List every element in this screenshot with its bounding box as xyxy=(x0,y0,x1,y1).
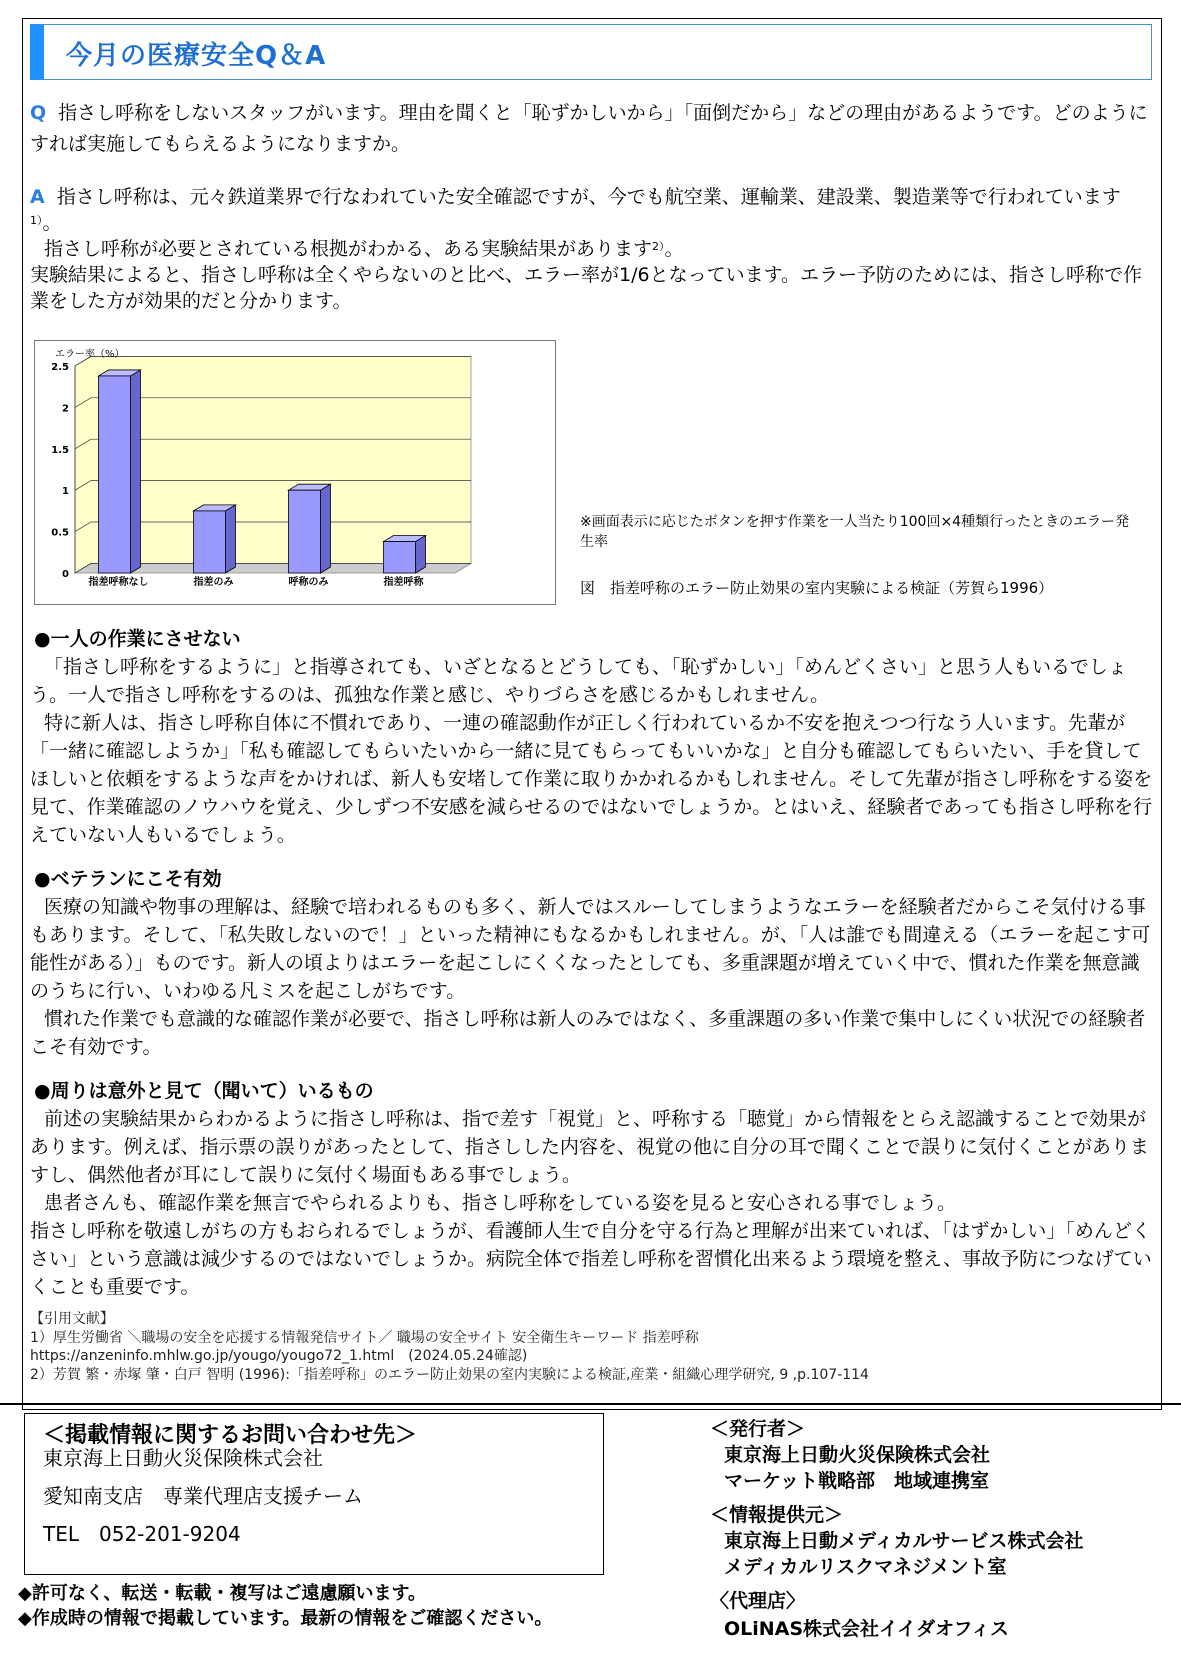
answer-para-2 xyxy=(30,236,1152,262)
bar-side xyxy=(321,484,331,573)
references xyxy=(30,1310,1150,1384)
x-tick-label: 指差のみ xyxy=(193,577,234,588)
bar xyxy=(194,511,226,573)
answer-text-2: 指さし呼称が必要とされている根拠がわかる、ある実験結果があります xyxy=(44,238,653,260)
y-tick-label: 2 xyxy=(62,403,69,415)
question-block xyxy=(30,98,1152,160)
section-1-paragraph: 「指さし呼称をするように」と指導されても、いざとなるとどうしても、「恥ずかしい」「めんどくさい」と思う人もいるでしょう。一人で指さし呼称をするのは、孤独な作業と感じ、やりづらさを感じるかもしれません。 xyxy=(30,656,1127,706)
section-heading-2: ●ベテランにこそ有効 xyxy=(34,868,222,890)
title-banner xyxy=(30,24,1152,80)
section-3-paragraph: 患者さんも、確認作業を無言でやられるよりも、指さし呼称をしている姿を見ると安心される事でしょう。 xyxy=(44,1192,957,1214)
answer-mark: A xyxy=(30,186,45,208)
answer-text-1-end: 。 xyxy=(42,212,62,234)
x-tick-label: 指差呼称なし xyxy=(88,577,149,588)
section-3-paragraph: 前述の実験結果からわかるように指さし呼称は、指で差す「視覚」と、呼称する「聴覚」から情報をとらえ認識することで効果があります。例えば、指示票の誤りがあったとして、指さしした内容を、視覚の他に自分の耳で聞くことで誤りに気付くことがありますし、偶然他者が耳にして誤りに気付く場面もある事でしょう。 xyxy=(30,1108,1149,1186)
x-tick-label: 指差呼称 xyxy=(383,577,424,588)
answer-para-1 xyxy=(30,184,1152,236)
bar-side xyxy=(131,370,141,573)
question-text: 指さし呼称をしないスタッフがいます。理由を聞くと「恥ずかしいから」「面倒だから」などの理由があるようです。どのようにすれば実施してもらえるようになりますか。 xyxy=(30,102,1148,155)
page-title: 今月の医療安全Q＆A xyxy=(66,41,327,71)
reference-1: 1）厚生労働省 ＼職場の安全を応援する情報発信サイト／ 職場の安全サイト 安全衛生キーワード 指差呼称 xyxy=(30,1329,699,1346)
warning-latest-info: ◆作成時の情報で掲載しています。最新の情報をご確認ください。 xyxy=(18,1608,553,1629)
agent-heading: 〈代理店〉 xyxy=(710,1590,806,1612)
section-body-2 xyxy=(30,893,1155,1061)
section-3-paragraph: 指さし呼称を敬遠しがちの方もおられるでしょうが、看護師人生で自分を守る行為と理解が出来ていれば、「はずかしい」「めんどくさい」という意識は減少するのではないでしょうか。病院全体で指差し呼称を習慣化出来るよう環境を整え、事故予防につなげていくことも重要です。 xyxy=(30,1220,1152,1298)
answer-para-3: 実験結果によると、指さし呼称は全くやらないのと比べ、エラー率が1/6となっています。エラー予防のためには、指さし呼称で作業をした方が効果的だと分かります。 xyxy=(30,264,1143,312)
y-tick-label: 1 xyxy=(62,486,69,498)
y-tick-label: 0 xyxy=(62,569,69,580)
section-body-1 xyxy=(30,653,1155,849)
contact-company: 東京海上日動火災保険株式会社 xyxy=(43,1446,323,1470)
answer-block xyxy=(30,184,1152,314)
y-tick-label: 1.5 xyxy=(51,444,69,456)
y-tick-label: 0.5 xyxy=(51,527,69,539)
references-heading: 【引用文献】 xyxy=(30,1311,114,1327)
chart-footnote: ※画面表示に応じたボタンを押す作業を一人当たり100回×4種類行ったときのエラー発生率 xyxy=(580,514,1130,550)
section-1-paragraph: 特に新人は、指さし呼称自体に不慣れであり、一連の確認動作が正しく行われているか不安を抱えつつ行なう人います。先輩が「一緒に確認しようか」「私も確認してもらいたいから一緒に見てもらってもいいかな」と自分も確認してもらいたい、手を貸してほしいと依頼をするような声をかければ、新人も安堵して作業に取りかかれるかもしれません。そして先輩が指さし呼称をする姿を見て、作業確認のノウハウを覚え、少しずつ不安感を減らせるのではないでしょうか。とはいえ、経験者であっても指さし呼称を行えていない人もいるでしょう。 xyxy=(30,712,1153,846)
answer-text-1: 指さし呼称は、元々鉄道業界で行なわれていた安全確認ですが、今でも航空業、運輸業、建設業、製造業等で行われています xyxy=(56,186,1121,208)
x-tick-label: 呼称のみ xyxy=(288,577,329,588)
footnote-ref-2: 2） xyxy=(652,240,665,253)
y-axis-label: エラー率（%） xyxy=(55,349,125,360)
y-tick-label: 2.5 xyxy=(51,362,69,373)
contact-box xyxy=(24,1413,604,1575)
agent-name: OLiNAS株式会社イイダオフィス xyxy=(724,1618,1010,1640)
provider-department: メディカルリスクマネジメント室 xyxy=(724,1556,1007,1578)
answer-text-2-end: 。 xyxy=(664,238,684,260)
bar xyxy=(384,542,416,573)
section-2-paragraph: 医療の知識や物事の理解は、経験で培われるものも多く、新人ではスルーしてしまうようなエラーを経験者だからこそ気付ける事もあります。そして、「私失敗しないので！」といった精神にもなるかもしれません。が、「人は誰でも間違える（エラーを起こす可能性がある）」ものです。新人の頃よりはエラーを起こしにくくなったとしても、多重課題が増えていく中で、慣れた作業を無意識のうちに行い、いわゆる凡ミスを起こしがちです。 xyxy=(30,896,1151,1002)
warning-copy: ◆許可なく、転送・転載・複写はご遠慮願います。 xyxy=(18,1583,427,1604)
section-heading-3: ●周りは意外と見て（聞いて）いるもの xyxy=(34,1080,374,1102)
reference-1-url: https://anzeninfo.mhlw.go.jp/yougo/yougo72_1.html (2024.05.24確認) xyxy=(30,1348,528,1364)
provider-heading: ＜情報提供元＞ xyxy=(710,1504,844,1526)
bar-side xyxy=(226,505,236,573)
contact-branch: 愛知南支店 専業代理店支援チーム xyxy=(43,1484,363,1508)
chart-caption: 図 指差呼称のエラー防止効果の室内実験による検証（芳賀ら1996） xyxy=(580,579,1054,597)
error-rate-chart xyxy=(34,340,556,605)
bar xyxy=(99,376,131,573)
provider-company: 東京海上日動メディカルサービス株式会社 xyxy=(724,1530,1084,1552)
contact-heading: ＜掲載情報に関するお問い合わせ先＞ xyxy=(43,1423,418,1448)
reference-2: 2）芳賀 繁・赤塚 肇・白戸 智明 (1996):「指差呼称」のエラー防止効果の室内実験による検証,産業・組織心理学研究, 9 ,p.107-114 xyxy=(30,1366,869,1383)
section-body-3 xyxy=(30,1105,1155,1301)
publisher-department: マーケット戦略部 地域連携室 xyxy=(724,1470,990,1492)
question-mark: Q xyxy=(30,102,47,124)
footnote-ref-1: 1） xyxy=(30,214,43,227)
bar xyxy=(289,490,321,573)
section-2-paragraph: 慣れた作業でも意識的な確認作業が必要で、指さし呼称は新人のみではなく、多重課題の多い作業で集中しにくい状況での経験者こそ有効です。 xyxy=(30,1008,1146,1058)
publisher-company: 東京海上日動火災保険株式会社 xyxy=(724,1444,991,1466)
bar-side xyxy=(416,536,426,573)
contact-tel: TEL 052-201-9204 xyxy=(43,1522,241,1546)
section-heading-1: ●一人の作業にさせない xyxy=(34,628,241,650)
footer-divider xyxy=(0,1403,1181,1405)
publisher-heading: ＜発行者＞ xyxy=(710,1418,806,1440)
chart-svg xyxy=(35,341,555,604)
